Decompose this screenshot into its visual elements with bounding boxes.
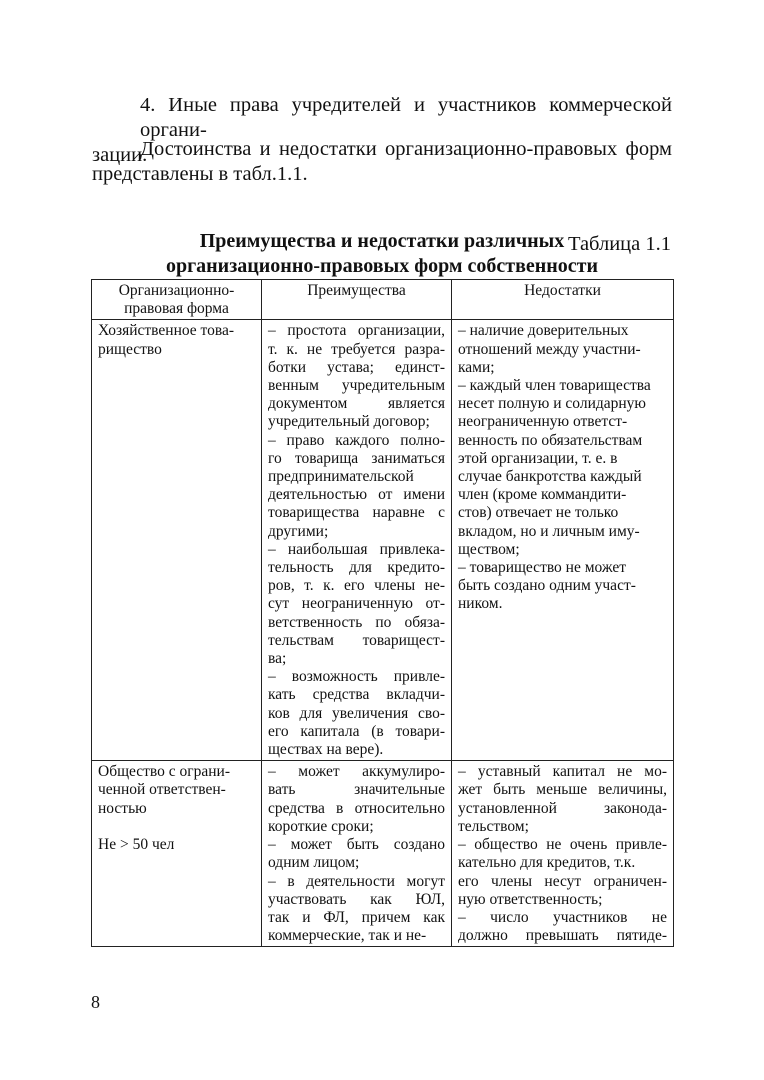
cell-line: – наибольшая привлека- [268, 540, 445, 558]
cell-line: его члены несут ограничен- [458, 872, 667, 890]
comparison-table [91, 279, 674, 947]
paragraph-line: зации. [92, 144, 148, 166]
cell-form [92, 320, 262, 761]
cell-line: ченной ответствен- [98, 781, 226, 799]
header-form [92, 280, 262, 320]
cell-form [92, 761, 262, 947]
table-title [92, 229, 672, 279]
cell-line: так и ФЛ, причем как [268, 908, 445, 926]
cell-line: – в деятельности могут [268, 872, 445, 890]
cell-line: ва; [268, 650, 287, 668]
cell-line: сут неограниченную от- [268, 595, 445, 613]
cell-advantages [262, 320, 452, 761]
cell-line: венность по обязательствам [458, 431, 643, 449]
header-form-line: правовая форма [124, 300, 229, 318]
cell-line: – уставный капитал не мо- [458, 763, 667, 781]
header-advantages: Преимущества [262, 280, 452, 320]
cell-line: коммерческие, так и не- [268, 927, 427, 945]
cell-disadvantages [452, 761, 674, 947]
cell-line: – право каждого полно- [268, 431, 445, 449]
header-form-line: Организационно- [118, 282, 235, 299]
cell-line: участвовать как ЮЛ, [268, 890, 445, 908]
cell-line: – наличие доверительных [458, 322, 629, 340]
cell-line [98, 818, 255, 836]
cell-line: тельность для кредито- [268, 559, 445, 577]
cell-line: ществом; [458, 540, 520, 558]
cell-line: ров, т. к. его члены не- [268, 577, 445, 595]
cell-line: кательно для кредитов, т.к. [458, 854, 636, 872]
paragraph-line: представлены в табл.1.1. [92, 163, 308, 185]
cell-disadvantages [452, 320, 674, 761]
paragraph-line: 4. Иные права учредителей и участников коммерческой органи- [140, 94, 672, 141]
table-title-line: организационно-правовых форм собственности [165, 255, 599, 277]
cell-line: – может аккумулиро- [268, 763, 445, 781]
cell-line: жет быть меньше величины, [458, 781, 667, 799]
table-title-line: Преимущества и недостатки различных [199, 230, 565, 252]
cell-line: другими; [268, 522, 329, 540]
cell-line: ником. [458, 595, 503, 613]
cell-line: Общество с ограни- [98, 763, 231, 781]
cell-line: ностью [98, 799, 147, 817]
paragraph-line: Достоинства и недостатки организационно-правовых форм [140, 138, 672, 160]
cell-line: ботки устава; единст- [268, 358, 445, 376]
cell-line: ществах на вере). [268, 741, 384, 759]
cell-line: ков для увеличения сво- [268, 704, 445, 722]
cell-line: отношений между участни- [458, 340, 641, 358]
cell-line: документом является [268, 395, 445, 413]
cell-line: ную ответственность; [458, 890, 603, 908]
cell-line: учредительный договор; [268, 413, 430, 431]
cell-line: го товарища заниматься [268, 449, 445, 467]
cell-line: – каждый член товарищества [458, 377, 651, 395]
cell-line: средства в относительно [268, 799, 445, 817]
cell-line: деятельностью от имени [268, 486, 445, 504]
cell-line: – возможность привле- [268, 668, 445, 686]
cell-line: кать средства вкладчи- [268, 686, 445, 704]
cell-line: – число участников не [458, 908, 667, 926]
cell-line: должно превышать пятиде- [458, 927, 667, 945]
cell-line: короткие сроки; [268, 817, 374, 835]
cell-line: его капитала (в товари- [268, 722, 445, 740]
cell-line: неограниченную ответст- [458, 413, 628, 431]
cell-line: тельствам товарищест- [268, 631, 445, 649]
cell-line: Не > 50 чел [98, 836, 175, 854]
cell-line: вкладом, но и личным иму- [458, 522, 640, 540]
cell-line: – товарищество не может [458, 559, 627, 577]
cell-line: предпринимательской [268, 468, 414, 486]
cell-line: т. к. не требуется разра- [268, 340, 445, 358]
cell-line: – простота организации, [268, 322, 445, 340]
page-number: 8 [91, 992, 100, 1012]
cell-line: – может быть создано [268, 836, 445, 854]
cell-line: несет полную и солидарную [458, 395, 646, 413]
header-disadvantages: Недостатки [452, 280, 674, 320]
cell-line: этой организации, т. е. в [458, 449, 618, 467]
cell-line: венным учредительным [268, 377, 445, 395]
cell-advantages [262, 761, 452, 947]
table-row [92, 320, 674, 761]
cell-line: член (кроме коммандити- [458, 486, 627, 504]
cell-line: – общество не очень привле- [458, 836, 667, 854]
table-label: Таблица 1.1 [567, 233, 671, 255]
table-header-row [92, 280, 674, 320]
cell-line: тельством; [458, 817, 529, 835]
cell-line: установленной законода- [458, 799, 667, 817]
cell-line: ветственность по обяза- [268, 613, 445, 631]
cell-line: вать значительные [268, 781, 445, 799]
cell-line: Хозяйственное това- [98, 322, 235, 340]
cell-line: быть создано одним участ- [458, 577, 636, 595]
table-row [92, 761, 674, 947]
cell-line: стов) отвечает не только [458, 504, 619, 522]
cell-line: одним лицом; [268, 854, 360, 872]
cell-line: случае банкротства каждый [458, 468, 642, 486]
cell-line: товарищества наравне с [268, 504, 445, 522]
paragraph-table-intro [92, 137, 672, 187]
cell-line: рищество [98, 340, 162, 358]
cell-line: ками; [458, 358, 495, 376]
